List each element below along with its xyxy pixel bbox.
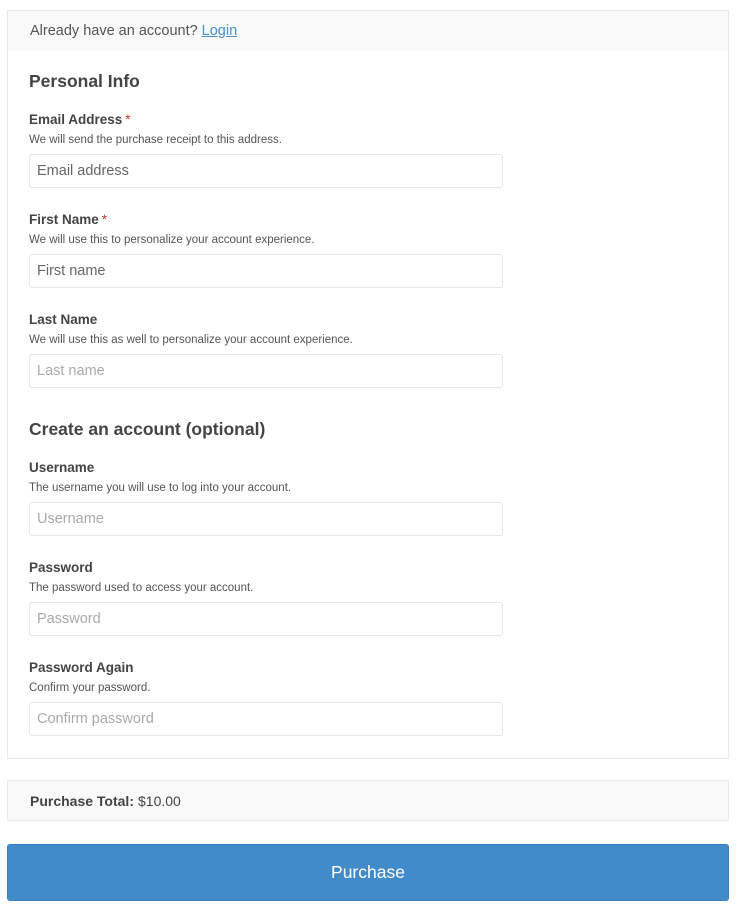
- last-name-field-group: [29, 312, 504, 388]
- required-mark: *: [101, 212, 108, 227]
- first-name-input[interactable]: [29, 254, 503, 288]
- checkout-form: [7, 51, 729, 759]
- email-label: Email Address *: [29, 112, 131, 127]
- password-input[interactable]: [29, 602, 503, 636]
- password-again-input[interactable]: [29, 702, 503, 736]
- purchase-total: [7, 780, 729, 821]
- last-name-input[interactable]: [29, 354, 503, 388]
- personal-info-title: Personal Info: [29, 71, 140, 91]
- required-mark: *: [125, 112, 131, 127]
- last-name-description: We will use this as well to personalize your account experience.: [29, 334, 353, 346]
- login-link[interactable]: Login: [201, 23, 238, 39]
- last-name-label: Last Name: [29, 312, 98, 327]
- password-field-group: [29, 560, 504, 636]
- first-name-label: First Name *: [29, 212, 108, 227]
- login-notice: [7, 10, 729, 52]
- login-notice-text: Already have an account?: [30, 23, 198, 39]
- create-account-title: Create an account (optional): [29, 419, 266, 439]
- purchase-button[interactable]: Purchase: [7, 844, 729, 901]
- purchase-total-label: Purchase Total:: [30, 792, 134, 809]
- email-input[interactable]: [29, 154, 503, 188]
- first-name-description: We will use this to personalize your account experience.: [29, 234, 315, 246]
- first-name-field-group: [29, 212, 504, 288]
- username-field-group: [29, 460, 504, 536]
- username-input[interactable]: [29, 502, 503, 536]
- password-again-description: Confirm your password.: [29, 682, 151, 694]
- password-again-label: Password Again: [29, 660, 134, 675]
- password-label: Password: [29, 560, 93, 575]
- email-description: We will send the purchase receipt to this address.: [29, 134, 282, 146]
- username-label: Username: [29, 460, 95, 475]
- username-description: The username you will use to log into your account.: [29, 482, 292, 494]
- purchase-total-amount: $10.00: [138, 792, 181, 809]
- email-field-group: [29, 112, 504, 188]
- password-again-field-group: [29, 660, 504, 736]
- password-description: The password used to access your account.: [29, 582, 254, 594]
